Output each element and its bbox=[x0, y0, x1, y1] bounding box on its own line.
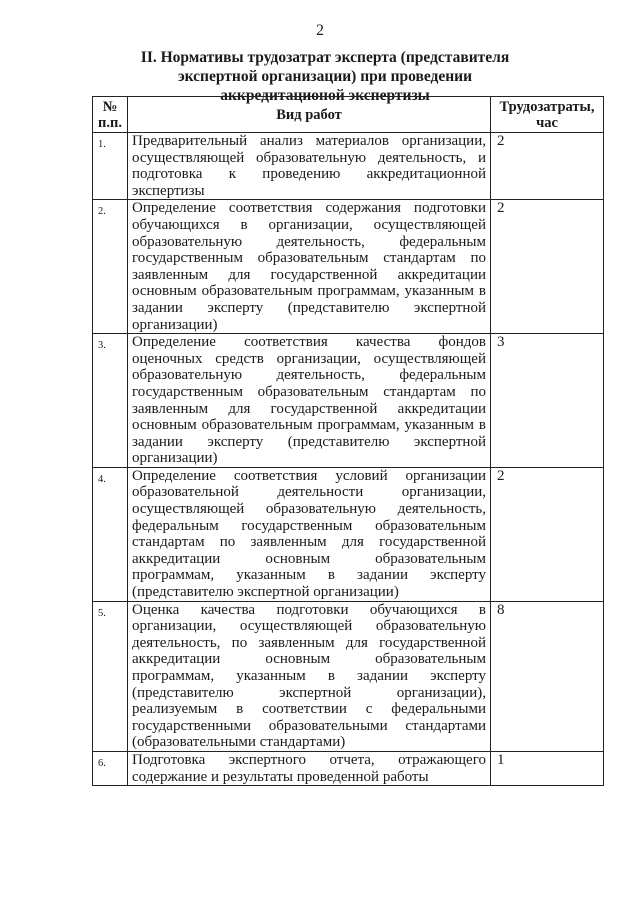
row-hours: 2 bbox=[491, 200, 604, 334]
row-hours: 2 bbox=[491, 133, 604, 200]
row-work: Предварительный анализ материалов организации, осуществляющей образовательную деятельность, и подготовка к проведению аккредитационной экспертизы bbox=[128, 133, 491, 200]
row-work: Определение соответствия содержания подготовки обучающихся в организации, осуществляющей образовательную деятельность, федеральным государственным образовательным стандартам по заявленным для государственной аккредитации основным образовательным программам, указанным в задании эксперту (представителю экспертной организации) bbox=[128, 200, 491, 334]
page-number: 2 bbox=[316, 22, 324, 39]
row-work: Подготовка экспертного отчета, отражающего содержание и результаты проведенной работы bbox=[128, 751, 491, 785]
row-num: 4. bbox=[93, 467, 128, 601]
row-hours: 1 bbox=[491, 751, 604, 785]
row-num: 1. bbox=[93, 133, 128, 200]
header-hours: Трудозатраты, час bbox=[491, 97, 604, 133]
table-row bbox=[93, 200, 604, 334]
table-row bbox=[93, 467, 604, 601]
table-row bbox=[93, 334, 604, 468]
row-hours: 3 bbox=[491, 334, 604, 468]
table-row bbox=[93, 133, 604, 200]
row-hours: 8 bbox=[491, 601, 604, 751]
row-hours: 2 bbox=[491, 467, 604, 601]
table-row bbox=[93, 751, 604, 785]
row-num: 6. bbox=[93, 751, 128, 785]
header-work: Вид работ bbox=[128, 97, 491, 133]
table-header-row bbox=[93, 97, 604, 133]
row-work: Оценка качества подготовки обучающихся в организации, осуществляющей образовательную деятельность, по заявленным для государственной аккредитации основным образовательным программам, указанным в задании эксперту (представителю экспертной организации), реализуемым в соответствии с федеральными государственными образовательными стандартами (образовательными стандартами) bbox=[128, 601, 491, 751]
row-num: 3. bbox=[93, 334, 128, 468]
norms-table bbox=[92, 96, 604, 786]
section-title: II. Нормативы трудозатрат эксперта (представителя экспертной организации) при проведении аккредитационой экспертизы bbox=[140, 49, 510, 104]
row-work: Определение соответствия условий организации образовательной деятельности организации, осуществляющей образовательную деятельность, федеральным государственным образовательным стандартам по заявленным для государственной аккредитации основным образовательным программам, указанным в задании эксперту (представителю экспертной организации) bbox=[128, 467, 491, 601]
header-num: № п.п. bbox=[93, 97, 128, 133]
table-row bbox=[93, 601, 604, 751]
row-num: 2. bbox=[93, 200, 128, 334]
row-num: 5. bbox=[93, 601, 128, 751]
row-work: Определение соответствия качества фондов оценочных средств организации, осуществляющей образовательную деятельность, федеральным государственным образовательным стандартам по заявленным для государственной аккредитации основным образовательным программам, указанным в задании эксперту (представителю экспертной организации) bbox=[128, 334, 491, 468]
